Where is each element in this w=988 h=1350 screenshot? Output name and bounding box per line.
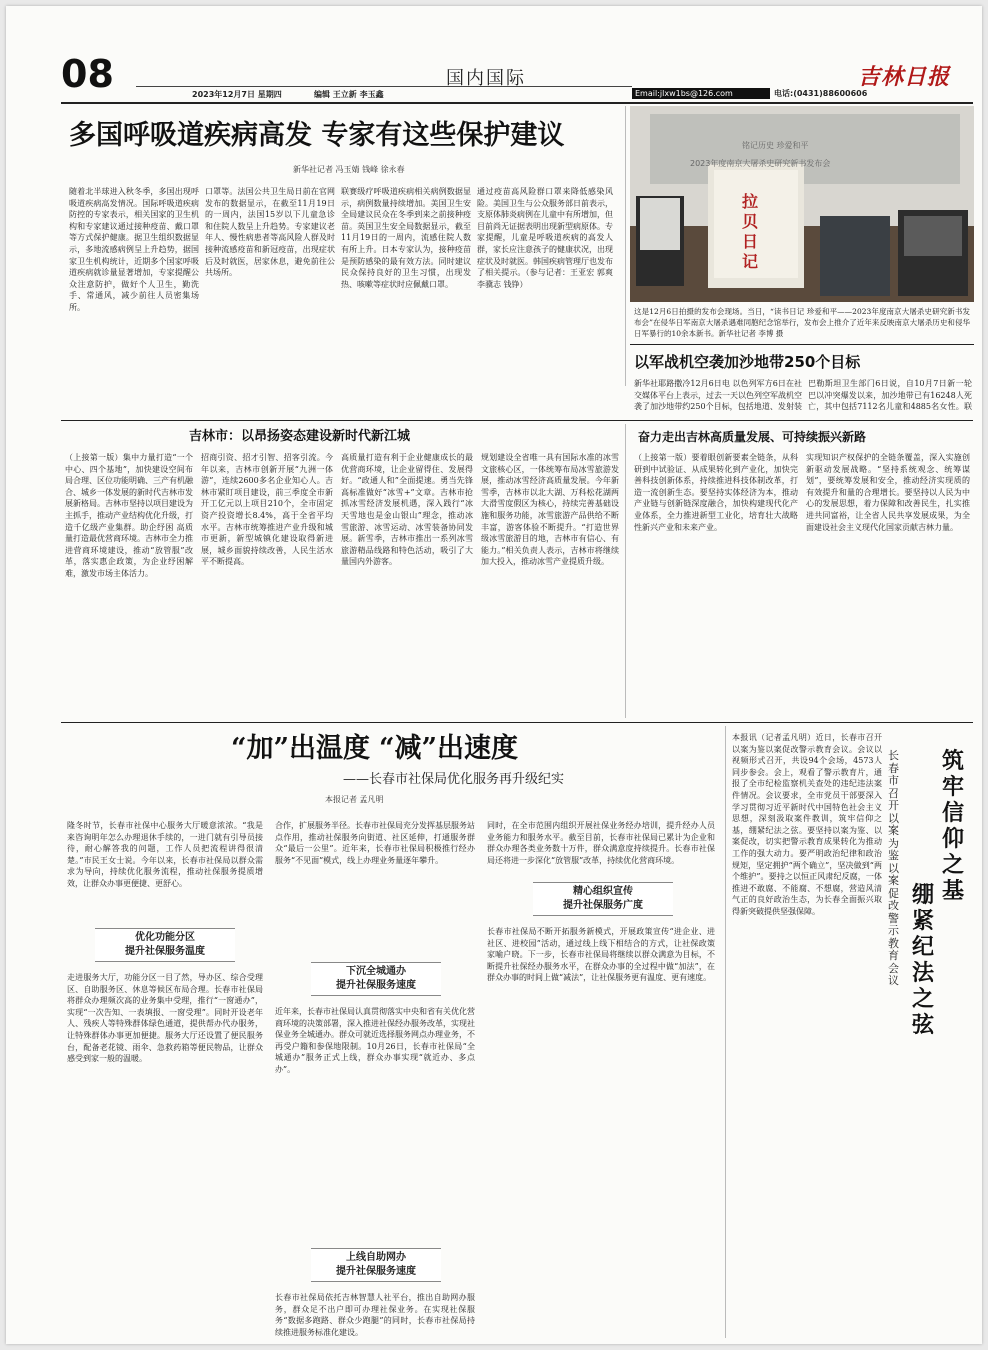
photo-caption: 这是12月6日拍摄的发布会现场。当日，“读书日记 珍爱和平——2023年度南京大屠杀史研究新书发布会”在侵华日军南京大屠杀遇难同胞纪念馆举行，发布会上推介了近年来反映南京大屠杀历史和侵华日军暴行的10余本新书。新华社记者 李博 摄	[634, 307, 970, 338]
article-respiratory-disease	[61, 106, 621, 312]
article5-col2-subhead1-line1: 下沉全城通办	[346, 966, 406, 977]
article1-col4: 通过疫苗高风险群口罩来降低感染风险。美国卫生与公众服务部日前表示，支原体肺炎病例在儿童中有所增加，但目前尚无证据表明出现新型病原体。专家提醒，儿童是呼吸道疾病的高发人群，家长应注意孩子的健康状况，出现症状及时就医。韩国疾病管理厅也发布了相关提示。（参与记者：王亚宏 郭爽 李骥志 钱铮）	[477, 187, 613, 289]
book-launch-photo	[630, 106, 974, 302]
masthead	[6, 6, 982, 106]
newspaper-page	[6, 6, 982, 1344]
article-warning-education	[730, 726, 974, 1338]
article3-col4: 规划建设全省唯一具有国际水准的冰雪文旅核心区，一体统筹布局冰雪旅游发展，推动冰雪经济高质量发展。今年新雪季，吉林市以北大湖、万科松花湖两大滑雪度假区为核心，持续完善基础设施和服务功能，冰雪旅游产品供给不断丰富，游客体验不断提升。“打造世界级冰雪旅游目的地，吉林市有信心、有能力。”相关负责人表示，吉林市将继续加大投入，推动冰雪产业提质升级。	[481, 453, 619, 567]
article5-headline-right: “减”出速度	[379, 733, 519, 764]
article-jilin-development	[630, 424, 974, 718]
article6-headline-line1: 筑牢信仰之基	[942, 748, 965, 904]
article1-col2: 口罩等。法国公共卫生局日前在官网发布的数据显示，在截至11月19日的一周内，法国15岁以下儿童急诊和住院人数呈上升趋势。专家建议老年人、慢性病患者等高风险人群及时接种流感疫苗和新冠疫苗，出现症状后及时就医，居家休息，避免前往公共场所。	[205, 187, 335, 278]
article5-col3-subhead	[533, 882, 673, 916]
photo-banner-line1: 铭记历史 珍爱和平	[742, 141, 809, 150]
photo-book-title: 拉贝日记	[742, 192, 759, 271]
article5-col2b: 近年来，长春市社保局认真贯彻落实中央和省有关优化营商环境的决策部署，深入推进社保经办服务改革，实现社保业务全城通办。群众可就近选择服务网点办理业务，不再受户籍和参保地限制。10月26日，长春市社保局“全城通办”服务正式上线，群众办事实现“就近办、多点办”。	[275, 1007, 475, 1074]
photo-book-stack-left-cover	[640, 198, 680, 250]
article2-col2: 巴勒斯坦卫生部门6日说，自10月7日新一轮巴以冲突爆发以来，加沙地带已有16248人死亡，其中包括7112名儿童和4885名女性。联	[808, 379, 972, 412]
article5-col2-subhead2	[311, 1248, 441, 1282]
article5-col3-subhead-line1: 精心组织宣传	[573, 886, 633, 897]
masthead-email: Email:jlxw1bs@126.com	[632, 88, 770, 99]
photo-story	[630, 106, 974, 342]
article6-subheadline: 长春市召开以案为鉴以案促改警示教育会议	[888, 749, 899, 987]
article5-col1b: 走进服务大厅，功能分区一目了然，导办区、综合受理区、自助服务区、休息等候区布局合理。长春市社保局将群众办理频次高的业务集中受理，推行“一窗通办”，实现“一次告知、一表填报、一窗受理”。同时开设老年人、残疾人等特殊群体绿色通道，提供帮办代办服务，让特殊群体办事更加便捷。服务大厅还设置了便民服务台，配备老花镜、雨伞、急救药箱等便民物品，让群众感受到家一般的温暖。	[67, 973, 263, 1064]
article-gaza-airstrikes	[630, 344, 974, 416]
photo-banner-line2: 2023年度南京大屠杀史研究新书发布会	[690, 159, 831, 168]
article5-col1-subhead-line2: 提升社保服务温度	[125, 946, 205, 957]
article4-col2: 实现知识产权保护的全链条覆盖，深入实施创新驱动发展战略。“坚持系统观念、统筹谋划”，要统筹发展和安全，推动经济实现质的有效提升和量的合理增长。要坚持以人民为中心的发展思想，着力保障和改善民生，扎实推进共同富裕，让全省人民共享发展成果，为全面建设社会主义现代化国家贡献吉林力量。	[806, 453, 970, 532]
article5-byline: 本报记者 孟凡明	[325, 795, 384, 804]
article4-headline: 奋力走出吉林高质量发展、可持续振兴新路	[638, 430, 867, 444]
photo-book-stack-mid	[820, 216, 890, 296]
article2-col1: 新华社耶路撒冷12月6日电 以色列军方6日在社交媒体平台上表示，过去一天以色列空军战机空袭了加沙地带约250个目标，包括地道、发射装	[634, 379, 802, 412]
masthead-phone: 电话:(0431)88600606	[774, 89, 868, 98]
article5-col3: 同时，在全市范围内组织开展社保业务经办培训，提升经办人员业务能力和服务水平。截至目前，长春市社保局已累计为企业和群众办理各类业务数十万件，群众满意度持续提升。长春市社保局还将进一步深化“放管服”改革，持续优化营商环境。	[487, 821, 715, 865]
article5-col1-subhead	[95, 928, 235, 962]
article5-col3b: 长春市社保局不断开拓服务新模式，开展政策宣传“进企业、进社区、进校园”活动，通过线上线下相结合的方式，让社保政策家喻户晓。下一步，长春市社保局将继续以群众满意为目标，不断提升社保经办服务水平，在群众办事的全过程中做“加法”，在群众办事的时间上做“减法”，让社保服务更有温度、更有速度。	[487, 927, 715, 983]
article5-subheadline: ——长春市社保局优化服务再升级纪实	[343, 772, 565, 787]
article3-col3: 高质量打造有利于企业健康成长的最优营商环境，让企业留得住、发展得好。“政通人和”全面提速。勇当先锋 高标准做好“冰雪+”文章。吉林市抢抓冰雪经济发展机遇，深入践行“冰天雪地也是金山银山”理念，推动冰雪旅游、冰雪运动、冰雪装备协同发展。新雪季，吉林市推出一系列冰雪旅游精品线路和特色活动，吸引了大量国内外游客。	[341, 453, 473, 567]
article1-col1: 随着北半球进入秋冬季，多国出现呼吸道疾病高发情况。国际呼吸道疾病防控的专家表示，相关国家的卫生机构和专家建议通过接种疫苗、戴口罩等方式保护健康。据卫生组织数据显示，多地流感病例呈上升趋势，据国家卫生机构统计，近期多个国家呼吸道疾病就诊量显著增加，专家提醒公众注意防护，做好个人卫生，勤洗手、常通风，减少前往人员密集场所。	[69, 187, 199, 312]
article3-col2: 招商引资、招才引智、招客引流。今年以来，吉林市创新开展“九洲一体游”，连续2600多名企业知心人。吉林市紧盯项目建设，前三季度全市新开工亿元以上项目210个，全市固定资产投资增长8.4%，高于全省平均水平。吉林市统筹推进产业升级和城市更新，新型城镇化建设取得新进展，城乡面貌持续改善，人民生活水平不断提高。	[201, 453, 333, 567]
article5-col1-subhead-line1: 优化功能分区	[135, 932, 195, 943]
section-title: 国内国际	[446, 68, 526, 89]
article1-col3: 联赛级疗呼吸道疾病相关病例数据显示，病例数量持续增加。美国卫生安全局建议民众在冬季到来之前接种疫苗。英国卫生安全局数据显示，截至11月19日的一周内，流感住院人数有所上升。日本专家认为，接种疫苗是预防感染的最有效方法。同时建议民众保持良好的卫生习惯，出现发热、咳嗽等症状时应佩戴口罩。	[341, 187, 471, 289]
article1-headline: 多国呼吸道疾病高发 专家有这些保护建议	[69, 120, 565, 151]
article5-col2-subhead1-line2: 提升社保服务速度	[336, 980, 416, 991]
article1-byline: 新华社记者 冯玉婧 钱峰 徐永春	[293, 165, 405, 174]
article5-col2: 合作，扩展服务半径。长春市社保局充分发挥基层服务站点作用，推动社保服务向街道、社区延伸，打通服务群众“最后一公里”。近年来，长春市社保局积极推行经办服务“不见面”模式，线上办理业务量逐年攀升。	[275, 821, 475, 865]
article5-col2-subhead1	[311, 962, 441, 996]
article-changchun-social-security	[61, 726, 721, 1338]
article4-col1: （上接第一版）要着眼创新要素全链条，从科研到中试验证、从成果转化到产业化，加快完善科技创新体系，持续推进科技体制改革，打造一流创新生态。要坚持实体经济为本，推动产业链与创新链深度融合，加快构建现代化产业体系，全力推进新型工业化，培育壮大战略性新兴产业和未来产业。	[634, 453, 798, 532]
article3-headline: 吉林市：以昂扬姿态建设新时代新江城	[189, 429, 411, 444]
article3-col1: （上接第一版）集中力量打造“一个中心、四个基地”，加快建设空间布局合理、区位功能明确、三产有机融合、城乡一体发展的新时代吉林市发展新格局。吉林市坚持以项目建设为主抓手，推动产业结构优化升级，打造千亿级产业集群。助企纾困 高质量打造最优营商环境。吉林市全力推进营商环境建设，推动“放管服”改革，落实惠企政策，为企业纾困解难，激发市场主体活力。	[65, 453, 193, 578]
article6-body: 本报讯（记者孟凡明）近日，长春市召开以案为鉴以案促改警示教育会议。会议以视频形式召开，共设94个会场，4573人同步参会。会上，观看了警示教育片，通报了全市纪检监察机关查处的违纪违法案件情况。会议要求，全市党员干部要深入学习贯彻习近平新时代中国特色社会主义思想，深刻汲取案件教训，筑牢信仰之基，绷紧纪法之弦。要坚持以案为鉴、以案促改，切实把警示教育成果转化为推动工作的强大动力。要严明政治纪律和政治规矩，坚定拥护“两个确立”，坚决做到“两个维护”。要持之以恒正风肃纪反腐，一体推进不敢腐、不能腐、不想腐，营造风清气正的良好政治生态，为长春全面振兴取得新突破提供坚强保障。	[732, 733, 882, 916]
article5-col1: 隆冬时节，长春市社保中心服务大厅暖意浓浓。“我是来咨询明年怎么办理退休手续的，一进门就有引导员接待，耐心解答我的问题，工作人员把流程讲得很清楚。”市民王女士说。今年以来，长春市社保局以群众需求为导向，持续优化服务流程，推动社保服务提质增效，让群众办事更便捷、更舒心。	[67, 821, 263, 888]
masthead-editors: 编辑 王立新 李玉鑫	[314, 90, 384, 99]
photo-book-stack-right-cover	[904, 216, 962, 256]
page-number: 08	[61, 52, 114, 96]
article5-col3-subhead-line2: 提升社保服务广度	[563, 900, 643, 911]
newspaper-logo: 吉林日报	[858, 64, 951, 90]
masthead-date: 2023年12月7日 星期四	[192, 90, 282, 99]
article5-headline-left: “加”出温度	[231, 733, 371, 764]
article5-col2-subhead2-line2: 提升社保服务速度	[336, 1266, 416, 1277]
article-jilin-city	[61, 424, 623, 718]
article5-col2c: 长春市社保局依托吉林智慧人社平台，推出自助网办服务，群众足不出户即可办理社保业务。在实现社保服务“数据多跑路、群众少跑腿”的同时，长春市社保局持续推进服务标准化建设。	[275, 1293, 475, 1336]
article2-headline: 以军战机空袭加沙地带250个目标	[634, 353, 861, 371]
article5-col2-subhead2-line1: 上线自助网办	[346, 1252, 406, 1263]
article6-headline-line2: 绷紧纪法之弦	[912, 882, 935, 1038]
